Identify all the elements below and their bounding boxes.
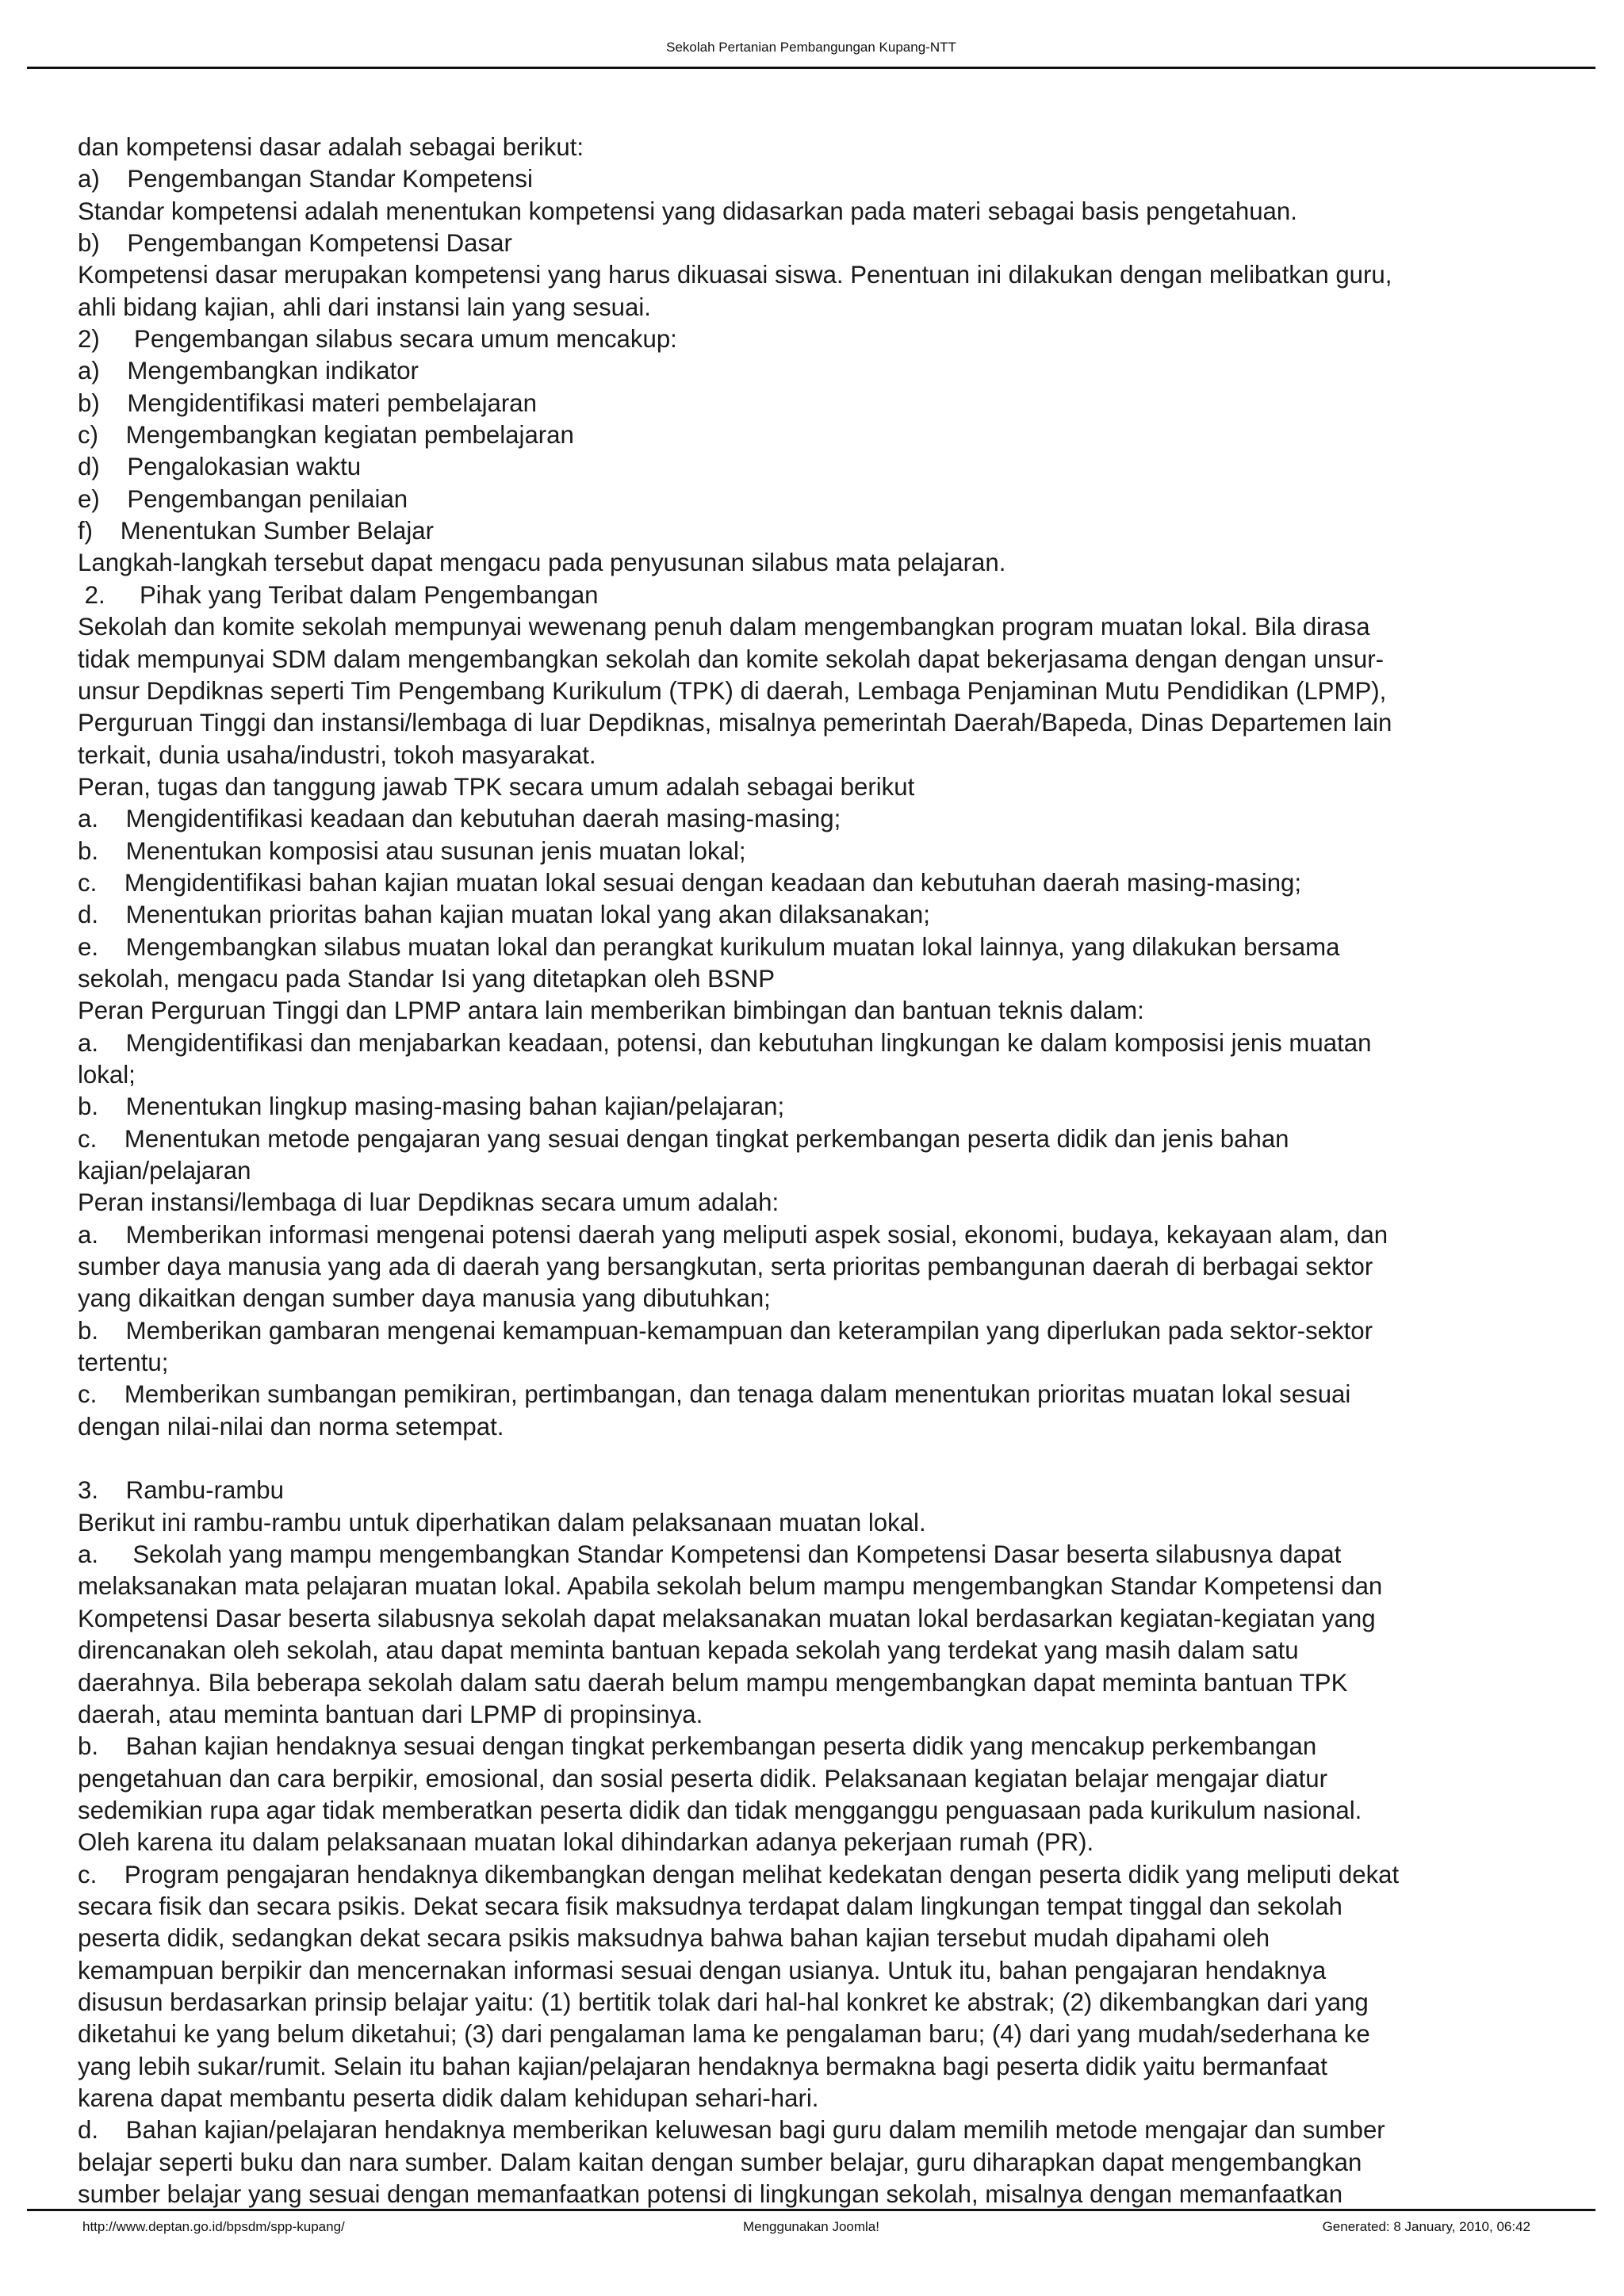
body-line: daerah, atau meminta bantuan dari LPMP di propinsinya. <box>78 1700 703 1728</box>
body-line: kemampuan berpikir dan mencernakan informasi sesuai dengan usianya. Untuk itu, bahan pengajaran hendaknya <box>78 1956 1327 1984</box>
body-line: b. Memberikan gambaran mengenai kemampuan-kemampuan dan keterampilan yang diperlukan pada sektor-sektor <box>78 1316 1373 1345</box>
body-line: melaksanakan mata pelajaran muatan lokal. Apabila sekolah belum mampu mengembangkan Standar Kompetensi dan <box>78 1572 1383 1601</box>
body-line <box>78 1443 1553 1475</box>
body-line: 2) Pengembangan silabus secara umum mencakup: <box>78 325 677 354</box>
body-line: f) Menentukan Sumber Belajar <box>78 517 434 545</box>
body-line: Standar kompetensi adalah menentukan kompetensi yang didasarkan pada materi sebagai basis pengetahuan. <box>78 197 1297 225</box>
body-line: terkait, dunia usaha/industri, tokoh masyarakat. <box>78 740 596 769</box>
body-line: Peran, tugas dan tanggung jawab TPK secara umum adalah sebagai berikut <box>78 772 915 801</box>
body-line: a. Sekolah yang mampu mengembangkan Standar Kompetensi dan Kompetensi Dasar beserta silabusnya dapat <box>78 1540 1342 1569</box>
body-line: tidak mempunyai SDM dalam mengembangkan sekolah dan komite sekolah dapat bekerjasama dengan dengan unsur- <box>78 645 1384 673</box>
footer-url-link[interactable]: http://www.deptan.go.id/bpsdm/spp-kupang/ <box>82 2219 345 2234</box>
body-line: pengetahuan dan cara berpikir, emosional, dan sosial peserta didik. Pelaksanaan kegiatan belajar mengajar diatur <box>78 1764 1327 1793</box>
body-line: c. Program pengajaran hendaknya dikembangkan dengan melihat kedekatan dengan peserta didik yang meliputi dekat <box>78 1860 1400 1888</box>
body-line: a. Memberikan informasi mengenai potensi daerah yang meliputi aspek sosial, ekonomi, budaya, kekayaan alam, dan <box>78 1220 1388 1249</box>
body-line: a) Mengembangkan indikator <box>78 357 419 385</box>
body-line: unsur Depdiknas seperti Tim Pengembang Kurikulum (TPK) di daerah, Lembaga Penjaminan Mutu Pendidikan (LPMP), <box>78 676 1387 705</box>
body-line: e. Mengembangkan silabus muatan lokal dan perangkat kurikulum muatan lokal lainnya, yang dilakukan bersama <box>78 932 1340 961</box>
body-line: Kompetensi Dasar beserta silabusnya sekolah dapat melaksanakan muatan lokal berdasarkan kegiatan-kegiatan yang <box>78 1604 1376 1632</box>
body-line: a. Mengidentifikasi dan menjabarkan keadaan, potensi, dan kebutuhan lingkungan ke dalam komposisi jenis muatan <box>78 1028 1372 1057</box>
body-line: Peran instansi/lembaga di luar Depdiknas secara umum adalah: <box>78 1188 779 1217</box>
body-line: d) Pengalokasian waktu <box>78 453 362 481</box>
body-line: kajian/pelajaran <box>78 1157 251 1184</box>
body-line: daerahnya. Bila beberapa sekolah dalam satu daerah belum mampu mengembangkan dapat meminta bantuan TPK <box>78 1668 1348 1697</box>
footer-powered-by: Menggunakan Joomla! <box>742 2219 879 2234</box>
body-line: b. Bahan kajian hendaknya sesuai dengan tingkat perkembangan peserta didik yang mencakup perkembangan <box>78 1732 1317 1761</box>
page-footer <box>27 2209 1595 2243</box>
body-line: Kompetensi dasar merupakan kompetensi yang harus dikuasai siswa. Penentuan ini dilakukan dengan melibatkan guru, <box>78 261 1392 289</box>
body-line: Perguruan Tinggi dan instansi/lembaga di luar Depdiknas, misalnya pemerintah Daerah/Bapeda, Dinas Departemen lain <box>78 709 1392 737</box>
body-line: d. Bahan kajian/pelajaran hendaknya memberikan keluwesan bagi guru dalam memilih metode mengajar dan sumber <box>78 2116 1385 2145</box>
body-line: karena dapat membantu peserta didik dalam kehidupan sehari-hari. <box>78 2084 819 2112</box>
body-line: Langkah-langkah tersebut dapat mengacu pada penyusunan silabus mata pelajaran. <box>78 549 1006 577</box>
body-line: tertentu; <box>78 1349 169 1377</box>
body-line: 3. Rambu-rambu <box>78 1476 284 1505</box>
body-line: diketahui ke yang belum diketahui; (3) dari pengalaman lama ke pengalaman baru; (4) dari yang mudah/sederhana ke <box>78 2020 1370 2049</box>
body-line: sumber daya manusia yang ada di daerah yang bersangkutan, serta prioritas pembangunan daerah di berbagai sektor <box>78 1253 1373 1281</box>
body-line: belajar seperti buku dan nara sumber. Dalam kaitan dengan sumber belajar, guru diharapkan dapat mengembangkan <box>78 2148 1362 2176</box>
body-line: e) Pengembangan penilaian <box>78 484 408 513</box>
body-line: b. Menentukan lingkup masing-masing bahan kajian/pelajaran; <box>78 1093 785 1121</box>
body-line: b. Menentukan komposisi atau susunan jenis muatan lokal; <box>78 836 746 865</box>
body-line: lokal; <box>78 1060 136 1089</box>
body-line: sekolah, mengacu pada Standar Isi yang ditetapkan oleh BSNP <box>78 964 776 993</box>
body-line: Sekolah dan komite sekolah mempunyai wewenang penuh dalam mengembangkan program muatan lokal. Bila dirasa <box>78 613 1370 641</box>
body-line: c) Mengembangkan kegiatan pembelajaran <box>78 421 574 450</box>
header-title: Sekolah Pertanian Pembangungan Kupang-NTT <box>666 40 956 55</box>
body-line: c. Menentukan metode pengajaran yang sesuai dengan tingkat perkembangan peserta didik dan jenis bahan <box>78 1124 1289 1153</box>
page-header <box>27 35 1595 69</box>
footer-generated-date: Generated: 8 January, 2010, 06:42 <box>1322 2219 1530 2234</box>
body-line: yang dikaitkan dengan sumber daya manusia yang dibutuhkan; <box>78 1284 771 1313</box>
body-line: dan kompetensi dasar adalah sebagai berikut: <box>78 133 584 161</box>
body-line: c. Memberikan sumbangan pemikiran, pertimbangan, dan tenaga dalam menentukan prioritas muatan lokal sesuai <box>78 1380 1351 1409</box>
body-line: Berikut ini rambu-rambu untuk diperhatikan dalam pelaksanaan muatan lokal. <box>78 1508 926 1536</box>
body-line: Peran Perguruan Tinggi dan LPMP antara lain memberikan bimbingan dan bantuan teknis dalam: <box>78 997 1144 1025</box>
body-line: 2. Pihak yang Teribat dalam Pengembangan <box>78 580 599 609</box>
body-line: disusun berdasarkan prinsip belajar yaitu: (1) bertitik tolak dari hal-hal konkret ke abstrak; (2) dikembangkan dari yang <box>78 1988 1369 2016</box>
body-line: yang lebih sukar/rumit. Selain itu bahan kajian/pelajaran hendaknya bermakna bagi peserta didik yaitu bermanfaat <box>78 2052 1327 2080</box>
body-line: c. Mengidentifikasi bahan kajian muatan lokal sesuai dengan keadaan dan kebutuhan daerah masing-masing; <box>78 868 1302 897</box>
body-line: a. Mengidentifikasi keadaan dan kebutuhan daerah masing-masing; <box>78 805 841 833</box>
body-line: b) Mengidentifikasi materi pembelajaran <box>78 388 537 417</box>
body-line: d. Menentukan prioritas bahan kajian muatan lokal yang akan dilaksanakan; <box>78 901 930 929</box>
body-line: b) Pengembangan Kompetensi Dasar <box>78 229 512 258</box>
body-line: sedemikian rupa agar tidak memberatkan peserta didik dan tidak mengganggu penguasaan pada kurikulum nasional. <box>78 1796 1362 1824</box>
body-line: peserta didik, sedangkan dekat secara psikis maksudnya bahwa bahan kajian tersebut mudah dipahami oleh <box>78 1924 1270 1953</box>
body-line: direncanakan oleh sekolah, atau dapat meminta bantuan kepada sekolah yang terdekat yang masih dalam satu <box>78 1636 1299 1665</box>
body-line: Oleh karena itu dalam pelaksanaan muatan lokal dihindarkan adanya pekerjaan rumah (PR). <box>78 1828 1094 1857</box>
body-line: secara fisik dan secara psikis. Dekat secara fisik maksudnya terdapat dalam lingkungan tempat tinggal dan sekolah <box>78 1892 1342 1920</box>
document-body <box>78 132 1553 2243</box>
body-line: ahli bidang kajian, ahli dari instansi lain yang sesuai. <box>78 293 651 321</box>
body-line: a) Pengembangan Standar Kompetensi <box>78 165 533 193</box>
body-line: dengan nilai-nilai dan norma setempat. <box>78 1412 504 1441</box>
body-line: sumber belajar yang sesuai dengan memanfaatkan potensi di lingkungan sekolah, misalnya dengan memanfaatkan <box>78 2180 1343 2208</box>
